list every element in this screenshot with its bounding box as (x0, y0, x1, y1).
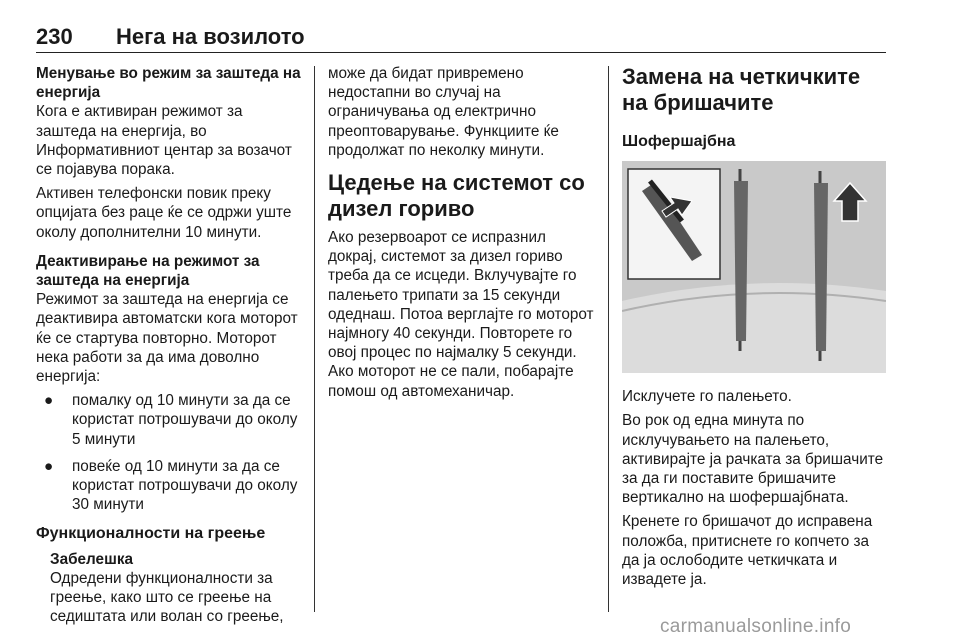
list-item (36, 391, 302, 449)
subheading-windshield: Шофершајбна (622, 133, 736, 150)
watermark: carmanualsonline.info (660, 616, 852, 637)
bullet-list (36, 391, 302, 514)
page-header (36, 18, 886, 53)
paragraph-energy-save-message: Кога е активиран режимот за заштеда на енергија, во Информативниот центар за возачот се појавува порака. (36, 103, 292, 179)
paragraph-remove-blade: Кренете го бришачот до исправена положба, притиснете го копчето за да ја ослободите четкичката и извадете ја. (622, 513, 873, 589)
heading-energy-save: Менување во режим за заштеда на енергија (36, 65, 301, 102)
chapter-title: Нега на возилото (116, 24, 305, 49)
column-3 (622, 64, 888, 594)
wiper-illustration (622, 161, 886, 373)
note-title: Забелешка (50, 550, 133, 568)
heading-diesel-bleeding: Цедење на системот со дизел гориво (328, 170, 585, 222)
note-text: Одредени функционалности за греење, како што се греење на седиштата или волан со греење, (50, 569, 284, 626)
list-item (36, 457, 302, 515)
list-item-text: повеќе од 10 минути за да се користат потрошувачи до околу 30 минути (72, 457, 298, 514)
column-divider-2 (608, 66, 609, 612)
note-box (36, 550, 302, 627)
bullet-icon: ● (44, 392, 54, 410)
heading-wiper-blade-replacement: Замена на четкичките на бришачите (622, 64, 861, 115)
column-divider-1 (314, 66, 315, 612)
paragraph-deactivate: Режимот за заштеда на енергија се деактивира автоматски кога моторот ќе се стартува повторно. Моторот нека работи за да има доволно енергија: (36, 291, 298, 386)
paragraph-phone-call: Активен телефонски повик преку опцијата без раце ќе се одржи уште околу дополнителни 10 минути. (36, 185, 292, 241)
list-item-text: помалку од 10 минути за да се користат потрошувачи до околу 5 минути (72, 392, 298, 448)
heading-deactivate-energy-save: Деактивирање на режимот за заштеда на енергија (36, 252, 260, 290)
heading-heating-functions: Функционалности на греење (36, 525, 266, 543)
column-2 (328, 64, 598, 406)
paragraph-diesel-bleeding: Ако резервоарот се испразнил докрај, системот за дизел гориво треба да се исцеди. Вклучувајте го палењето трипати за 15 секунди одеднаш. Потоа верглајте го моторот најмногу 40 секунди. Повторете го овој процес по најмалку 5 секунди. Ако моторот не се пали, побарајте помош од автомеханичар. (328, 229, 594, 400)
bullet-icon: ● (44, 457, 54, 475)
paragraph-ignition-off: Исклучете го палењето. (622, 388, 792, 406)
column-1 (36, 64, 302, 631)
page-number: 230 (36, 24, 73, 49)
paragraph-wiper-vertical: Во рок од една минута по исклучувањето на палењето, активирајте ја рачката за бришачите за да ги поставите бришачите вертикално на шофершајбната. (622, 412, 884, 507)
paragraph-continuation: може да бидат привремено недостапни во случај на ограничувања од електрично преоптоварување. Функциите ќе продолжат по неколку минути. (328, 65, 559, 159)
